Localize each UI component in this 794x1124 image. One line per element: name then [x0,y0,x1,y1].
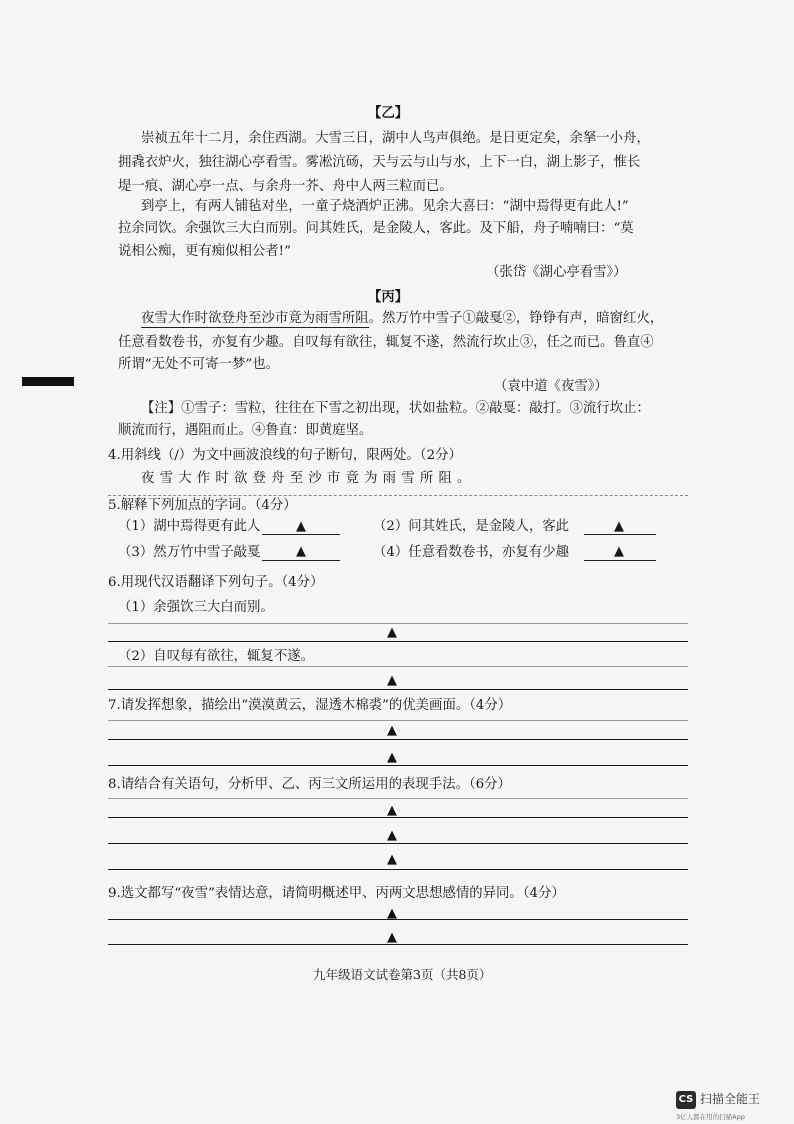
answer-marker: ▲ [387,723,397,738]
section-heading-yi: 【乙】 [368,105,409,121]
answer-marker: ▲ [387,750,397,765]
answer-blank[interactable] [584,534,656,535]
answer-marker: ▲ [387,930,397,945]
question-5-item: （3）然万竹中雪子敲戛 [118,545,261,560]
answer-line[interactable] [108,739,688,740]
question-4-sentence[interactable]: 夜雪大作时欲登舟至沙市竟为雨雪所阻。 [141,471,476,486]
passage-yi-line: 拉余同饮。余强饮三大白而别。问其姓氏，是金陵人，客此。及下船，舟子喃喃曰：“莫 [118,221,634,236]
answer-line[interactable] [108,869,688,870]
answer-line[interactable] [108,798,688,799]
question-6-item: （1）余强饮三大白而别。 [118,600,274,615]
passage-bing-line-rest: 。然万竹中雪子①敲戛②，铮铮有声，暗窗红火， [368,311,664,326]
passage-bing-source: （袁中道《夜雪》） [494,379,608,394]
passage-bing-line [141,309,663,329]
answer-blank[interactable] [262,534,340,535]
answer-blank[interactable] [262,560,340,561]
answer-line[interactable] [108,944,688,945]
question-5-item: （1）湖中焉得更有此人 [118,519,261,534]
answer-blank[interactable] [584,560,656,561]
passage-yi-line: 拥毳衣炉火，独往湖心亭看雪。雾凇沆砀，天与云与山与水，上下一白，湖上影子，惟长 [118,155,641,170]
answer-marker: ▲ [387,673,397,688]
question-5-item: （4）任意看数卷书，亦复有少趣 [373,545,569,560]
answer-line[interactable] [108,765,688,766]
notes-line: 顺流而行，遇阻而止。④鲁直：即黄庭坚。 [118,423,373,438]
passage-yi-line: 到亭上，有两人铺毡对坐，一童子烧酒炉正沸。见余大喜曰：“湖中焉得更有此人!” [141,199,629,214]
watermark-subtitle: 3亿人都在用的扫描App [676,1113,745,1121]
question-7-stem: 7.请发挥想象，描绘出“漠漠黄云，湿透木棉裘”的优美画面。（4分） [108,698,512,713]
passage-yi-source: （张岱《湖心亭看雪》） [486,265,627,280]
question-5-item: （2）问其姓氏，是金陵人，客此 [373,519,569,534]
answer-marker: ▲ [387,906,397,921]
answer-line[interactable] [108,689,688,690]
passage-yi-line: 堤一痕、湖心亭一点、与余舟一芥、舟中人两三粒而已。 [118,179,453,194]
answer-line[interactable] [108,641,688,642]
question-5-stem: 5.解释下列加点的字词。（4分） [108,498,297,513]
camscanner-logo-icon: CS [676,1091,696,1109]
passage-bing-line: 所谓“无处不可寄一梦”也。 [118,357,279,372]
binding-mark [22,377,74,386]
question-4-stem: 4.用斜线（/）为文中画波浪线的句子断句，限两处。（2分） [108,448,462,463]
wavy-underlined-sentence: 夜雪大作时欲登舟至沙市竟为雨雪所阻 [141,311,369,326]
answer-line[interactable] [108,919,688,920]
watermark-title: 扫描全能王 [700,1092,761,1106]
page-footer: 九年级语文试卷第3页（共8页） [313,967,492,982]
answer-line[interactable] [108,843,688,844]
question-6-stem: 6.用现代汉语翻译下列句子。（4分） [108,575,324,590]
answer-line[interactable] [108,623,688,624]
answer-marker: ▲ [614,544,624,559]
passage-bing-line: 任意看数卷书，亦复有少趣。自叹每有欲往，辄复不遂，然流行坎止③，任之而已。鲁直④ [118,335,654,350]
notes-line: 【注】①雪子：雪粒，往往在下雪之初出现，状如盐粒。②敲戛：敲打。③流行坎止： [141,401,650,416]
answer-line[interactable] [108,720,688,721]
passage-yi-line: 说相公痴，更有痴似相公者!” [118,244,291,259]
question-6-item: （2）自叹每有欲往，辄复不遂。 [118,649,314,664]
answer-marker: ▲ [387,852,397,867]
section-heading-bing: 【丙】 [368,289,409,305]
answer-marker: ▲ [614,519,624,534]
question-9-stem: 9.选文都写“夜雪”表情达意，请简明概述甲、丙两文思想感情的异同。（4分） [108,886,565,901]
answer-marker: ▲ [296,544,306,559]
answer-marker: ▲ [296,519,306,534]
answer-line[interactable] [108,817,688,818]
passage-yi-line: 崇祯五年十二月，余住西湖。大雪三日，湖中人鸟声俱绝。是日更定矣，余拏一小舟， [141,131,650,146]
question-8-stem: 8.请结合有关语句，分析甲、乙、丙三文所运用的表现手法。（6分） [108,777,511,792]
answer-marker: ▲ [387,828,397,843]
answer-marker: ▲ [387,803,397,818]
answer-marker: ▲ [387,625,397,640]
answer-line[interactable] [108,666,688,667]
